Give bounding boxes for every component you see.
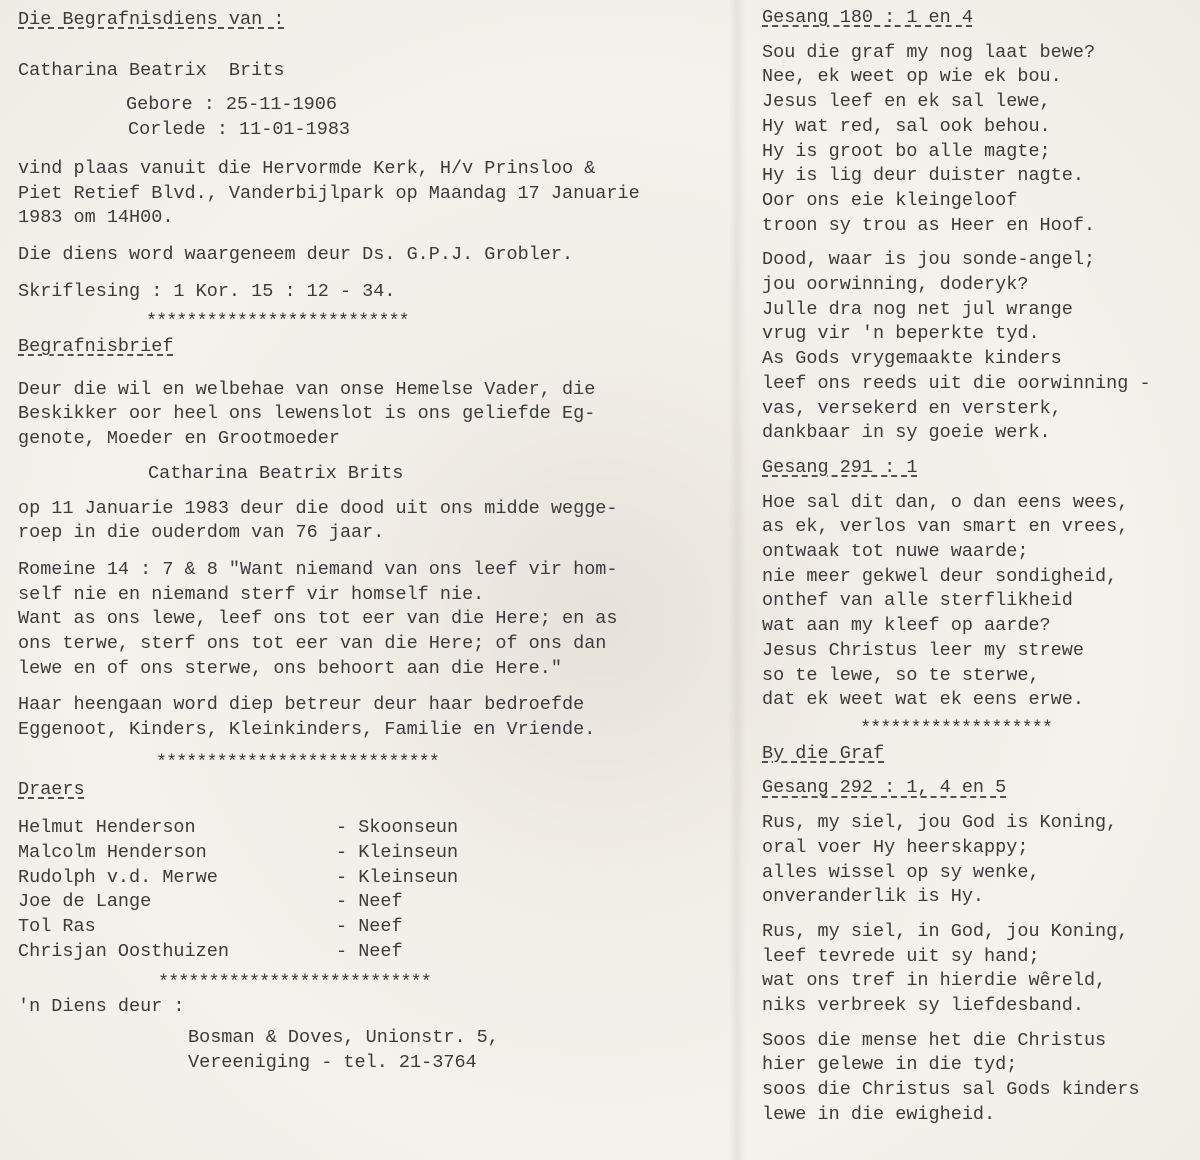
- verse-line: Jesus Christus leer my strewe: [762, 639, 1084, 661]
- undertaker-line: Bosman & Doves, Unionstr. 5,: [188, 1026, 499, 1048]
- verse-line: leef ons reeds uit die oorwinning -: [762, 372, 1151, 394]
- death-date: Corlede : 11-01-1983: [128, 119, 351, 141]
- verse-line: Soos die mense het die Christus: [762, 1029, 1107, 1051]
- verse-line: wat aan my kleef op aarde?: [762, 615, 1051, 637]
- verse-line: onthef van alle sterflikheid: [762, 590, 1073, 612]
- separator-stars: *******************: [860, 717, 1052, 739]
- letter-deceased-name: Catharina Beatrix Brits: [148, 462, 404, 484]
- verse-line: Hy is lig deur duister nagte.: [762, 165, 1084, 187]
- pallbearer-relation: - Neef: [336, 916, 403, 938]
- verse-line: jou oorwinning, doderyk?: [762, 274, 1029, 296]
- table-row: [18, 890, 458, 915]
- verse-line: Rus, my siel, jou God is Koning,: [762, 812, 1118, 834]
- mourning-line: Eggenoot, Kinders, Kleinkinders, Familie en Vriende.: [18, 719, 596, 741]
- pallbearer-relation: - Neef: [336, 940, 403, 962]
- separator-stars: ***************************: [158, 971, 431, 993]
- venue-line: vind plaas vanuit die Hervormde Kerk, H/v Prinsloo &: [18, 157, 596, 179]
- letter-line: genote, Moeder en Grootmoeder: [18, 428, 340, 450]
- table-row: [18, 866, 458, 891]
- mourning-line: Haar heengaan word diep betreur deur haar bedroefde: [18, 694, 585, 716]
- scripture-line: self nie en niemand sterf vir homself nie.: [18, 583, 485, 605]
- death-paragraph: [18, 497, 718, 546]
- verse-line: Sou die graf my nog laat bewe?: [762, 41, 1096, 63]
- right-column: [762, 0, 1194, 1128]
- pallbearer-name: Tol Ras: [18, 916, 96, 938]
- pallbearer-relation: - Kleinseun: [336, 866, 459, 888]
- page-fold: [728, 0, 746, 1160]
- service-header: Die Begrafnisdiens van :: [18, 9, 285, 30]
- verse-line: nie meer gekwel deur sondigheid,: [762, 565, 1118, 587]
- graveside-heading: By die Graf: [762, 742, 885, 764]
- pallbearer-name: Chrisjan Oosthuizen: [18, 940, 229, 962]
- pallbearer-name: Rudolph v.d. Merwe: [18, 866, 218, 888]
- verse-line: soos die Christus sal Gods kinders: [762, 1079, 1140, 1101]
- letter-paragraph: [18, 378, 718, 452]
- verse-line: alles wissel op sy wenke,: [762, 861, 1040, 883]
- table-row: [18, 841, 458, 866]
- verse-line: Dood, waar is jou sonde-angel;: [762, 249, 1096, 271]
- scripture-line: lewe en of ons sterwe, ons behoort aan die Here.": [18, 657, 562, 679]
- birth-date: Gebore : 25-11-1906: [126, 94, 337, 116]
- verse-line: as ek, verlos van smart en vrees,: [762, 516, 1129, 538]
- left-column: [18, 0, 718, 1075]
- verse-line: niks verbreek sy liefdesband.: [762, 995, 1084, 1017]
- verse-line: leef tevrede uit sy hand;: [762, 945, 1040, 967]
- venue-line: 1983 om 14H00.: [18, 207, 174, 229]
- death-line: op 11 Januarie 1983 deur die dood uit ons midde wegge-: [18, 497, 618, 519]
- verse-line: oral voer Hy heerskappy;: [762, 836, 1029, 858]
- pallbearer-name: Helmut Henderson: [18, 817, 196, 839]
- hymn-verse: [762, 491, 1194, 713]
- pallbearer-name: Malcolm Henderson: [18, 841, 207, 863]
- verse-line: onveranderlik is Hy.: [762, 886, 985, 908]
- letter-heading: Begrafnisbrief: [18, 336, 174, 358]
- venue-line: Piet Retief Blvd., Vanderbijlpark op Maandag 17 Januarie: [18, 182, 640, 204]
- verse-line: Oor ons eie kleingeloof: [762, 189, 1018, 211]
- scripture-line: Romeine 14 : 7 & 8 "Want niemand van ons leef vir hom-: [18, 558, 618, 580]
- letter-line: Beskikker oor heel ons lewenslot is ons geliefde Eg-: [18, 403, 596, 425]
- verse-line: ontwaak tot nuwe waarde;: [762, 541, 1029, 563]
- scripture-line: ons terwe, sterf ons tot eer van die Here; of ons dan: [18, 633, 607, 655]
- pallbearers-heading: Draers: [18, 778, 85, 800]
- hymn-verse: [762, 248, 1194, 446]
- venue-paragraph: [18, 157, 718, 231]
- pallbearer-relation: - Skoonseun: [336, 817, 459, 839]
- separator-stars: **************************: [146, 311, 409, 333]
- hymn-title: Gesang 180 : 1 en 4: [762, 7, 973, 28]
- hymn-verse: [762, 1029, 1194, 1128]
- verse-line: Rus, my siel, in God, jou Koning,: [762, 920, 1129, 942]
- table-row: [18, 816, 458, 841]
- hymn-title: Gesang 291 : 1: [762, 456, 918, 478]
- verse-line: As Gods vrygemaakte kinders: [762, 348, 1062, 370]
- hymn-verse: [762, 811, 1194, 910]
- separator-stars: ****************************: [156, 751, 439, 773]
- scripture-reading: Skriflesing : 1 Kor. 15 : 12 - 34.: [18, 280, 396, 302]
- hymn-verse: [762, 920, 1194, 1019]
- verse-line: Hy wat red, sal ook behou.: [762, 115, 1051, 137]
- pallbearers-table: [18, 816, 458, 964]
- service-by-label: 'n Diens deur :: [18, 996, 185, 1018]
- verse-line: Hy is groot bo alle magte;: [762, 140, 1051, 162]
- deceased-name: Catharina Beatrix Brits: [18, 59, 285, 81]
- verse-line: hier gelewe in die tyd;: [762, 1054, 1018, 1076]
- verse-line: Julle dra nog net jul wrange: [762, 298, 1073, 320]
- mourning-paragraph: [18, 693, 718, 742]
- verse-line: vas, versekerd en versterk,: [762, 397, 1062, 419]
- hymn-verse: [762, 41, 1194, 239]
- letter-line: Deur die wil en welbehae van onse Hemelse Vader, die: [18, 378, 596, 400]
- pallbearer-relation: - Kleinseun: [336, 841, 459, 863]
- hymn-title: Gesang 292 : 1, 4 en 5: [762, 777, 1007, 799]
- verse-line: dankbaar in sy goeie werk.: [762, 422, 1051, 444]
- verse-line: so te lewe, so te sterwe,: [762, 664, 1040, 686]
- pallbearer-relation: - Neef: [336, 891, 403, 913]
- verse-line: troon sy trou as Heer en Hoof.: [762, 214, 1096, 236]
- verse-line: Jesus leef en ek sal lewe,: [762, 91, 1051, 113]
- pallbearer-name: Joe de Lange: [18, 891, 152, 913]
- verse-line: Nee, ek weet op wie ek bou.: [762, 66, 1062, 88]
- verse-line: Hoe sal dit dan, o dan eens wees,: [762, 491, 1129, 513]
- verse-line: vrug vir 'n beperkte tyd.: [762, 323, 1040, 345]
- officiant-line: Die diens word waargeneem deur Ds. G.P.J. Grobler.: [18, 243, 574, 265]
- verse-line: dat ek weet wat ek eens erwe.: [762, 689, 1084, 711]
- verse-line: lewe in die ewigheid.: [762, 1103, 996, 1125]
- verse-line: wat ons tref in hierdie wêreld,: [762, 970, 1107, 992]
- table-row: [18, 940, 458, 965]
- scripture-line: Want as ons lewe, leef ons tot eer van die Here; en as: [18, 608, 618, 630]
- undertaker-line: Vereeniging - tel. 21-3764: [188, 1051, 477, 1073]
- death-line: roep in die ouderdom van 76 jaar.: [18, 522, 385, 544]
- table-row: [18, 915, 458, 940]
- scripture-quote: [18, 558, 718, 682]
